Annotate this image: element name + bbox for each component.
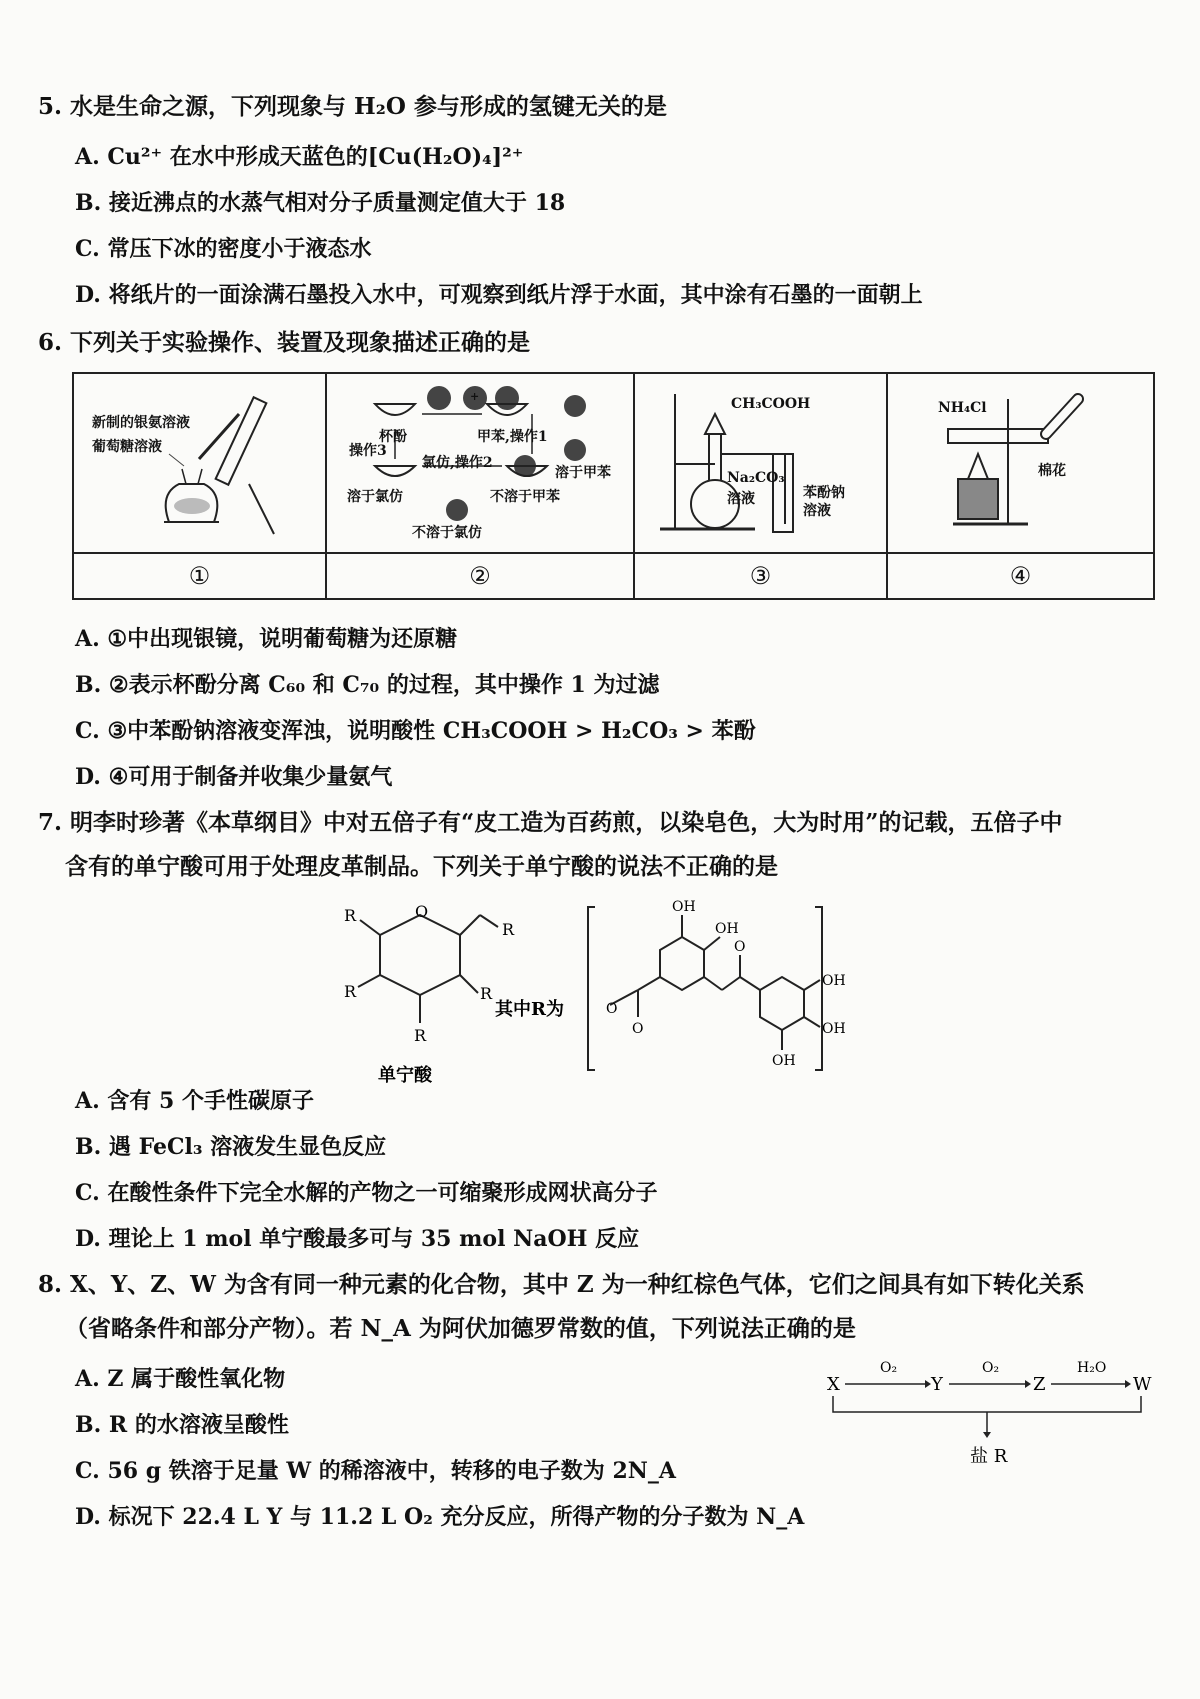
scheme-w: W	[1133, 1374, 1152, 1395]
p1-label-silver: 新制的银氨溶液	[92, 415, 190, 431]
scheme-salt-r: 盐 R	[970, 1446, 1008, 1467]
q8-option-a: A. Z 属于酸性氧化物	[75, 1366, 286, 1392]
atom-ester-o-left: O	[606, 1001, 618, 1017]
p3-label-acetic: CH₃COOH	[731, 396, 811, 412]
q7-option-b: B. 遇 FeCl₃ 溶液发生显色反应	[75, 1134, 387, 1160]
q8-option-d: D. 标况下 22.4 L Y 与 11.2 L O₂ 充分反应，所得产物的分子数为 N_A	[75, 1504, 805, 1530]
q6-panel-4	[888, 374, 1153, 552]
p3-label-solution-1: 溶液	[727, 491, 755, 507]
scheme-o2-2: O₂	[982, 1360, 1000, 1376]
p1-label-glucose: 葡萄糖溶液	[92, 439, 162, 455]
scheme-z: Z	[1033, 1374, 1046, 1395]
p3-label-na2co3: Na₂CO₃	[727, 470, 785, 486]
atom-carbonyl-o-1: O	[632, 1021, 644, 1037]
p2-label-op3: 操作3	[349, 443, 387, 459]
p2-label-plus: +	[470, 390, 480, 403]
p4-label-cotton: 棉花	[1038, 463, 1066, 479]
atom-r-3: R	[344, 982, 357, 1001]
q6-figure-table	[72, 372, 1155, 600]
scheme-h2o: H₂O	[1077, 1360, 1107, 1376]
atom-oh-right-2: OH	[822, 1021, 846, 1037]
p2-label-insoluble-chloroform: 不溶于氯仿	[412, 525, 482, 541]
p3-label-phenoxide: 苯酚钠	[803, 485, 845, 501]
q8-option-b: B. R 的水溶液呈酸性	[75, 1412, 289, 1438]
ammonia-preparation-diagram	[888, 374, 1153, 552]
atom-r-5: R	[414, 1026, 427, 1045]
q6-panel-number-2: ②	[327, 552, 635, 598]
p2-label-op2: 氯仿,操作2	[422, 455, 493, 471]
q8-option-c: C. 56 g 铁溶于足量 W 的稀溶液中，转移的电子数为 2N_A	[75, 1458, 676, 1484]
q5-option-a: A. Cu²⁺ 在水中形成天蓝色的[Cu(H₂O)₄]²⁺	[75, 144, 524, 170]
q6-option-b: B. ②表示杯酚分离 C₆₀ 和 C₇₀ 的过程，其中操作 1 为过滤	[75, 672, 660, 698]
q7-option-d: D. 理论上 1 mol 单宁酸最多可与 35 mol NaOH 反应	[75, 1226, 640, 1252]
atom-oh-top-2: OH	[715, 921, 739, 937]
q6-stem: 6. 下列关于实验操作、装置及现象描述正确的是	[38, 329, 531, 356]
water-bath-test-tube-diagram	[74, 374, 327, 552]
p3-label-solution-2: 溶液	[803, 503, 831, 519]
q6-panel-number-1: ①	[74, 552, 327, 598]
q6-option-a: A. ①中出现银镜，说明葡萄糖为还原糖	[75, 626, 458, 652]
q6-panel-1	[74, 374, 327, 552]
q6-panel-2	[327, 374, 635, 552]
atom-r-1: R	[344, 906, 357, 925]
struct-name-tannic: 单宁酸	[378, 1065, 432, 1085]
q6-option-d: D. ④可用于制备并收集少量氨气	[75, 764, 393, 790]
scheme-x: X	[827, 1374, 840, 1395]
p2-label-dissolve-toluene: 溶于甲苯	[555, 465, 611, 481]
atom-oh-top-1: OH	[672, 899, 696, 915]
p2-label-calixarene: 杯酚	[379, 429, 407, 445]
q5-stem: 5. 水是生命之源，下列现象与 H₂O 参与形成的氢键无关的是	[38, 93, 667, 120]
atom-oh-bottom: OH	[772, 1053, 796, 1069]
q5-option-c: C. 常压下冰的密度小于液态水	[75, 236, 372, 262]
tannic-acid-structure	[320, 895, 1020, 1085]
q6-panel-number-4: ④	[888, 552, 1153, 598]
scheme-o2-1: O₂	[880, 1360, 898, 1376]
scheme-y: Y	[931, 1374, 943, 1395]
q6-panel-3	[635, 374, 888, 552]
q8-stem-line-1: 8. X、Y、Z、W 为含有同一种元素的化合物，其中 Z 为一种红棕色气体，它们之间具有如下转化关系	[38, 1271, 1085, 1298]
q8-stem-line-2: （省略条件和部分产物）。若 N_A 为阿伏加德罗常数的值，下列说法正确的是	[65, 1315, 856, 1342]
atom-r-2: R	[502, 920, 515, 939]
atom-oh-right-1: OH	[822, 973, 846, 989]
atom-ring-o: O	[415, 902, 429, 921]
q6-option-c: C. ③中苯酚钠溶液变浑浊，说明酸性 CH₃COOH > H₂CO₃ > 苯酚	[75, 718, 756, 744]
p2-label-op1: 甲苯,操作1	[477, 429, 548, 445]
atom-r-4: R	[480, 984, 493, 1003]
q5-option-d: D. 将纸片的一面涂满石墨投入水中，可观察到纸片浮于水面，其中涂有石墨的一面朝上	[75, 282, 923, 308]
q7-option-c: C. 在酸性条件下完全水解的产物之一可缩聚形成网状高分子	[75, 1180, 658, 1206]
q5-option-b: B. 接近沸点的水蒸气相对分子质量测定值大于 18	[75, 190, 566, 216]
q7-stem-line-2: 含有的单宁酸可用于处理皮革制品。下列关于单宁酸的说法不正确的是	[65, 853, 778, 880]
r-definition-label: 其中R为	[495, 999, 564, 1020]
q7-stem-line-1: 7. 明李时珍著《本草纲目》中对五倍子有“皮工造为百药煎，以染皂色，大为时用”的记载，五倍子中	[38, 809, 1063, 836]
q6-panel-number-3: ③	[635, 552, 888, 598]
atom-carbonyl-o-2: O	[734, 939, 746, 955]
p2-label-dissolve-chloroform: 溶于氯仿	[347, 489, 403, 505]
conversion-scheme	[825, 1350, 1155, 1490]
p2-label-insoluble-toluene: 不溶于甲苯	[490, 489, 560, 505]
p4-label-nh4cl: NH₄Cl	[938, 400, 987, 416]
q7-option-a: A. 含有 5 个手性碳原子	[75, 1088, 315, 1114]
